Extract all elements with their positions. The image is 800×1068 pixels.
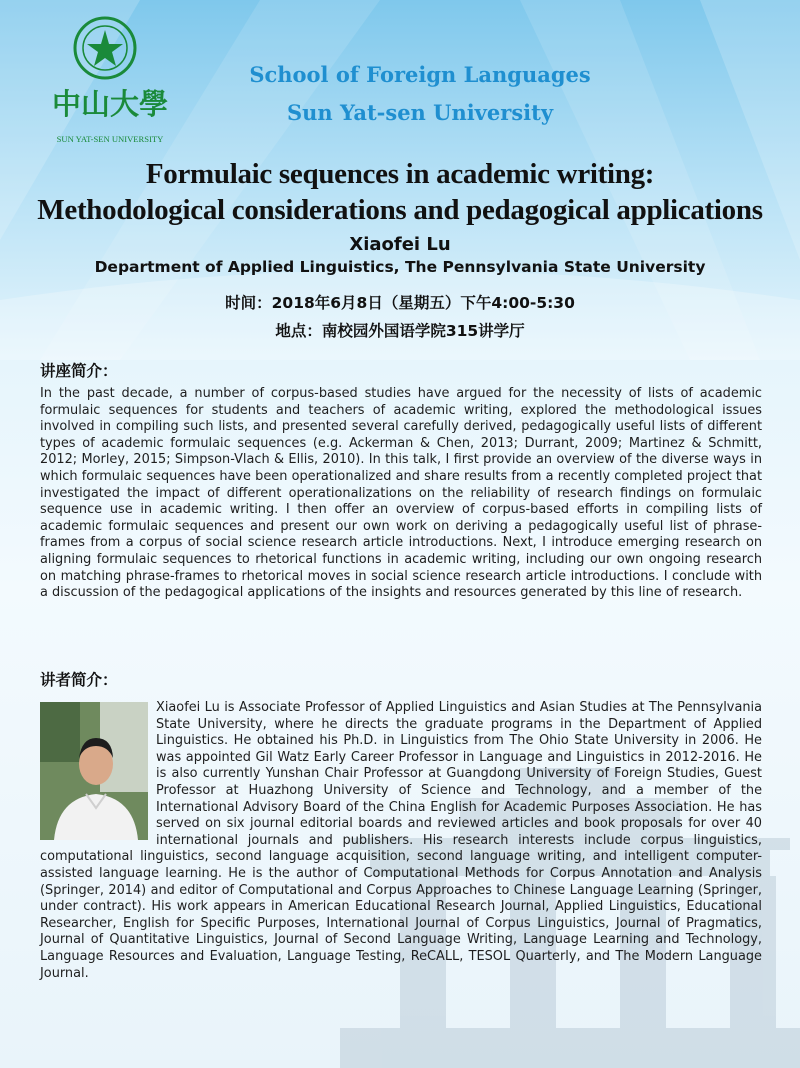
speaker-department: Department of Applied Linguistics, The Pennsylvania State University bbox=[94, 258, 706, 276]
speaker-photo bbox=[40, 702, 148, 840]
talk-time: 时间：2018年6月8日（星期五）下午4:00-5:30 bbox=[225, 294, 575, 312]
university-name: Sun Yat-sen University bbox=[286, 100, 554, 125]
university-logo bbox=[48, 14, 188, 154]
abstract-heading: 讲座简介： bbox=[40, 362, 118, 380]
talk-title-line2: Methodological considerations and pedagogical applications bbox=[37, 194, 763, 226]
bio-heading: 讲者简介： bbox=[40, 671, 118, 689]
logo-chinese-name: 中山大學 bbox=[51, 87, 169, 121]
school-name: School of Foreign Languages bbox=[249, 62, 591, 87]
speaker-name: Xiaofei Lu bbox=[349, 234, 451, 255]
talk-place: 地点：南校园外国语学院315讲学厅 bbox=[275, 322, 525, 340]
abstract-text: In the past decade, a number of corpus-based studies have argued for the necessity of lists of academic formulaic sequences for students and teachers of academic writing, explored the methodological issues involved in compiling such lists, and presented several carefully derived, pedagogically useful lists of different types of academic formulaic sequences (e.g. Ackerman & Chen, 2013; Durrant, 2009; Martinez & Schmitt, 2012; Morley, 2015; Simpson-Vlach & Ellis, 2010). In this talk, I first provide an overview of the diverse ways in which formulaic sequences have been operationalized and share results from a recently completed project that investigated the impact of different operationalizations on the reliability of research findings on formulaic sequence use in academic writing. I then offer an overview of corpus-based efforts in compiling lists of academic formulaic sequences and present our own work on deriving a pedagogically useful list of phrase-frames from a corpus of social science research article introductions. Next, I introduce emerging research on aligning formulaic sequences to rhetorical functions in academic writing, including our own ongoing research on matching phrase-frames to rhetorical moves in social science research article introductions. I conclude with a discussion of the pedagogical applications of the insights and resources generated by this line of research. bbox=[40, 386, 762, 601]
logo-seal-icon bbox=[75, 18, 135, 78]
logo-english-name: SUN YAT-SEN UNIVERSITY bbox=[56, 134, 164, 144]
bio-section bbox=[40, 700, 762, 982]
talk-title-line1: Formulaic sequences in academic writing: bbox=[145, 158, 655, 190]
bio-text: Xiaofei Lu is Associate Professor of Applied Linguistics and Asian Studies at The Pennsylvania State University, where he directs the graduate programs in the Department of Applied Linguistics. He obtained his Ph.D. in Linguistics from The Ohio State University in 2006. He was appointed Gil Watz Early Career Professor in Language and Linguistics in 2012-2016. He is also currently Yunshan Chair Professor at Guangdong University of Foreign Studies, Guest Professor at Huazhong University of Science and Technology, and a member of the International Advisory Board of the China English for Academic Purposes Association. He has served on six journal editorial boards and reviewed articles and book proposals for over 40 international journals and publishers. His research interests include corpus linguistics, computational linguistics, second language acquisition, second language writing, and intelligent computer-assisted language learning. He is the author of Computational Methods for Corpus Annotation and Analysis (Springer, 2014) and editor of Computational and Corpus Approaches to Chinese Language Learning (Springer, under contract). His work appears in American Educational Research Journal, Applied Linguistics, Educational Researcher, English for Specific Purposes, International Journal of Corpus Linguistics, Journal of Pragmatics, Journal of Quantitative Linguistics, Journal of Second Language Writing, Language Learning and Technology, Language Resources and Evaluation, Language Testing, ReCALL, TESOL Quarterly, and The Modern Language Journal. bbox=[40, 700, 762, 981]
